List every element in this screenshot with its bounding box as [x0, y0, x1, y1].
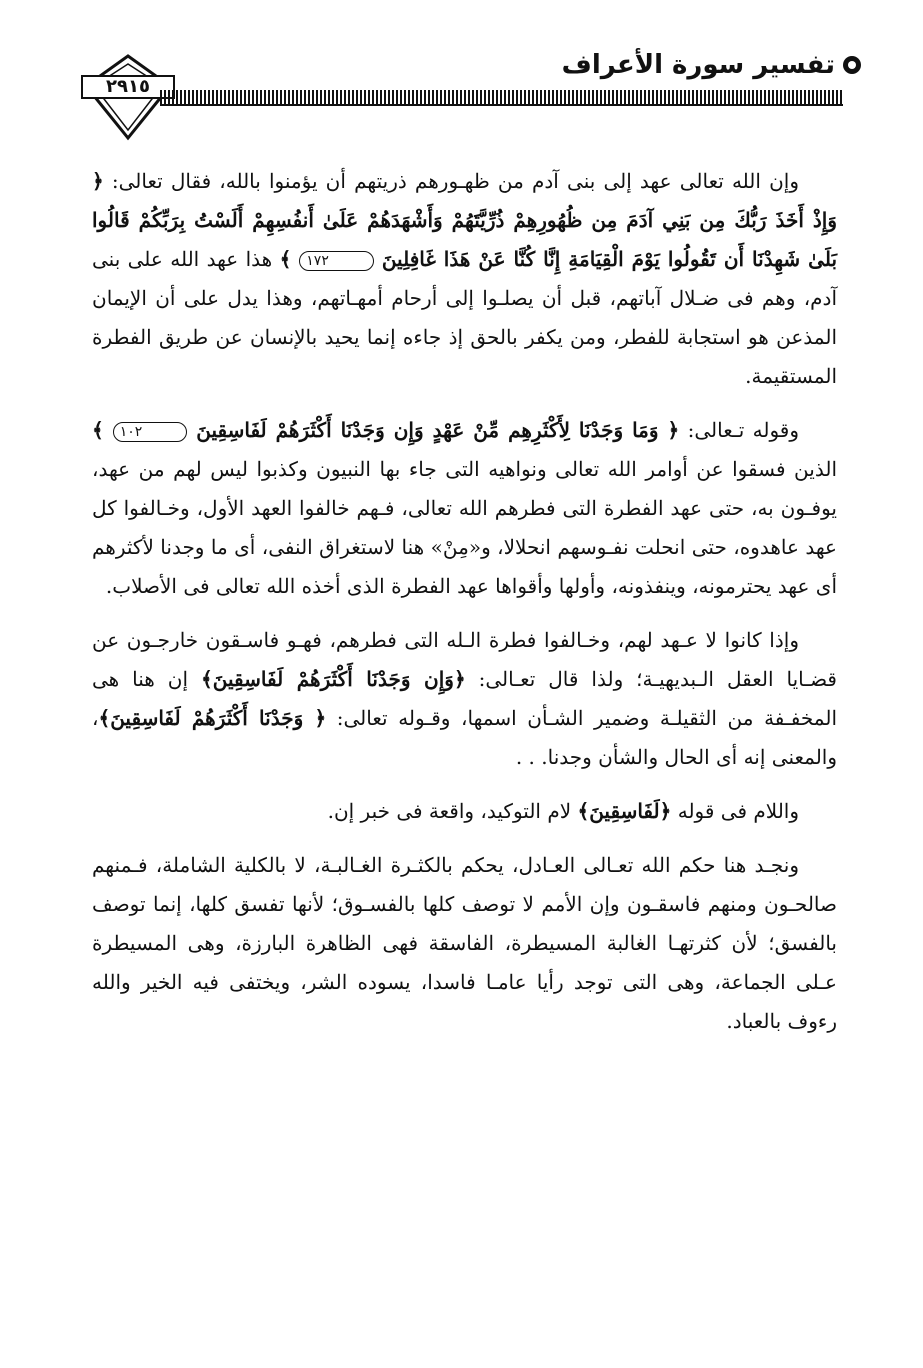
commentary-text: وإذا كانوا لا عـهد لهم، وخـالفوا فطرة الـله التى فطرهم، فهـو فاسـقون خارجـون عن قضـايا العقل الـبديهيـة؛ ولذا قال تعـالى: — [92, 628, 837, 691]
ayah-number: ١٧٢ — [299, 251, 374, 271]
commentary-text: لام التوكيد، واقعة فى خبر إن. — [327, 799, 578, 823]
paragraph — [92, 846, 837, 1041]
header-rule — [160, 90, 843, 104]
commentary-body — [92, 162, 837, 1056]
ayah-number: ١٠٢ — [113, 422, 188, 442]
quran-verse: ﴿وَإِن وَجَدْنَا أَكْثَرَهُمْ لَفَاسِقِينَ﴾ — [201, 667, 466, 691]
commentary-text: وقوله تـعالى: — [679, 418, 799, 442]
quran-verse: ﴿ وَجَدْنَا أَكْثَرَهُمْ لَفَاسِقِينَ﴾ — [98, 706, 327, 730]
surah-title: تفسير سورة الأعراف — [561, 50, 835, 80]
quran-verse: ﴾ — [92, 418, 113, 442]
commentary-text: الذين فسقوا عن أوامر الله تعالى ونواهيه التى جاء بها النبيون وكذبوا ليس لهم من عهد، يوفـون به، حتى عهد الفطرة التى فطرهم الله تعالى، فـهم خالفوا العهد الأول، وخـالفوا كل عهد عاهدوه، حتى انحلت نفـوسهم انحلالا، و«مِنْ» هنا لاستغراق النفى، أى ما وجدنا لأكثرهم أى عهد يحترمونه، وينفذونه، وأولها وأقواها عهد الفطرة الذى أخذه الله تعالى فى الأصلاب. — [92, 457, 837, 598]
page-number: ٢٩١٥ — [106, 76, 150, 97]
page-header — [0, 0, 923, 150]
quran-verse: ﴿ وَإِذْ أَخَذَ رَبُّكَ مِن بَنِي آدَمَ مِن ظُهُورِهِمْ ذُرِّيَّتَهُمْ وَأَشْهَدَهُمْ عَلَىٰ أَنفُسِهِمْ أَلَسْتُ بِرَبِّكُمْ قَالُوا بَلَىٰ شَهِدْنَا أَن تَقُولُوا يَوْمَ الْقِيَامَةِ إِنَّا كُنَّا عَنْ هَذَا غَافِلِينَ — [92, 169, 838, 271]
commentary-text: إن هنا هى المخفـفة من الثقيلـة وضمير الشـأن اسمها، وقـوله تعالى: — [92, 667, 838, 730]
header-rule-line — [160, 104, 843, 106]
commentary-text: واللام فى قوله — [671, 799, 799, 823]
commentary-text: ونجـد هنا حكم الله تعـالى العـادل، يحكم بالكثـرة الغـالبـة، لا بالكلية الشاملة، فـمنهم صالحـون ومنهم فاسقـون وإن الأمم لا توصف كلها بالفسـوق؛ لأنها تفسق كلها، إنما توصف بالفسق؛ لأن كثرتهـا الغالبة المسيطرة، الفاسقة فهى الظاهرة البارزة، وهى المسيطرة عـلى الجماعة، وهى التى توجد رأيا عامـا فاسدا، يسوده الشر، ويختفى فيه الخير والله رءوف بالعباد. — [92, 853, 837, 1033]
paragraph — [92, 411, 837, 606]
commentary-text: هذا عهد الله على بنى آدم، وهم فى ضـلال آباتهم، قبل أن يصلـوا إلى أرحام أمهـاتهم، وهذا يدل على أن الإيمان المذعن هو استجابة للفطر، ومن يكفر بالحق إذ جاءه إنما يحيد بالإنسان عن طريق الفطرة المستقيمة. — [92, 247, 838, 388]
paragraph — [92, 162, 837, 396]
commentary-text: وإن الله تعالى عهد إلى بنى آدم من ظهـورهم ذريتهم أن يؤمنوا بالله، فقال تعالى: — [103, 169, 799, 193]
commentary-text: ، والمعنى إنه أى الحال والشأن وجدنا. . . — [92, 706, 837, 769]
quran-verse: ﴾ — [279, 247, 300, 271]
quran-verse: ﴿لَفَاسِقِينَ﴾ — [577, 799, 672, 823]
paragraph — [92, 621, 837, 777]
quran-verse: ﴿ وَمَا وَجَدْنَا لِأَكْثَرِهِم مِّنْ عَهْدٍ وَإِن وَجَدْنَا أَكْثَرَهُمْ لَفَاسِقِينَ — [187, 418, 680, 442]
ornament-icon — [841, 54, 863, 76]
paragraph — [92, 792, 837, 831]
